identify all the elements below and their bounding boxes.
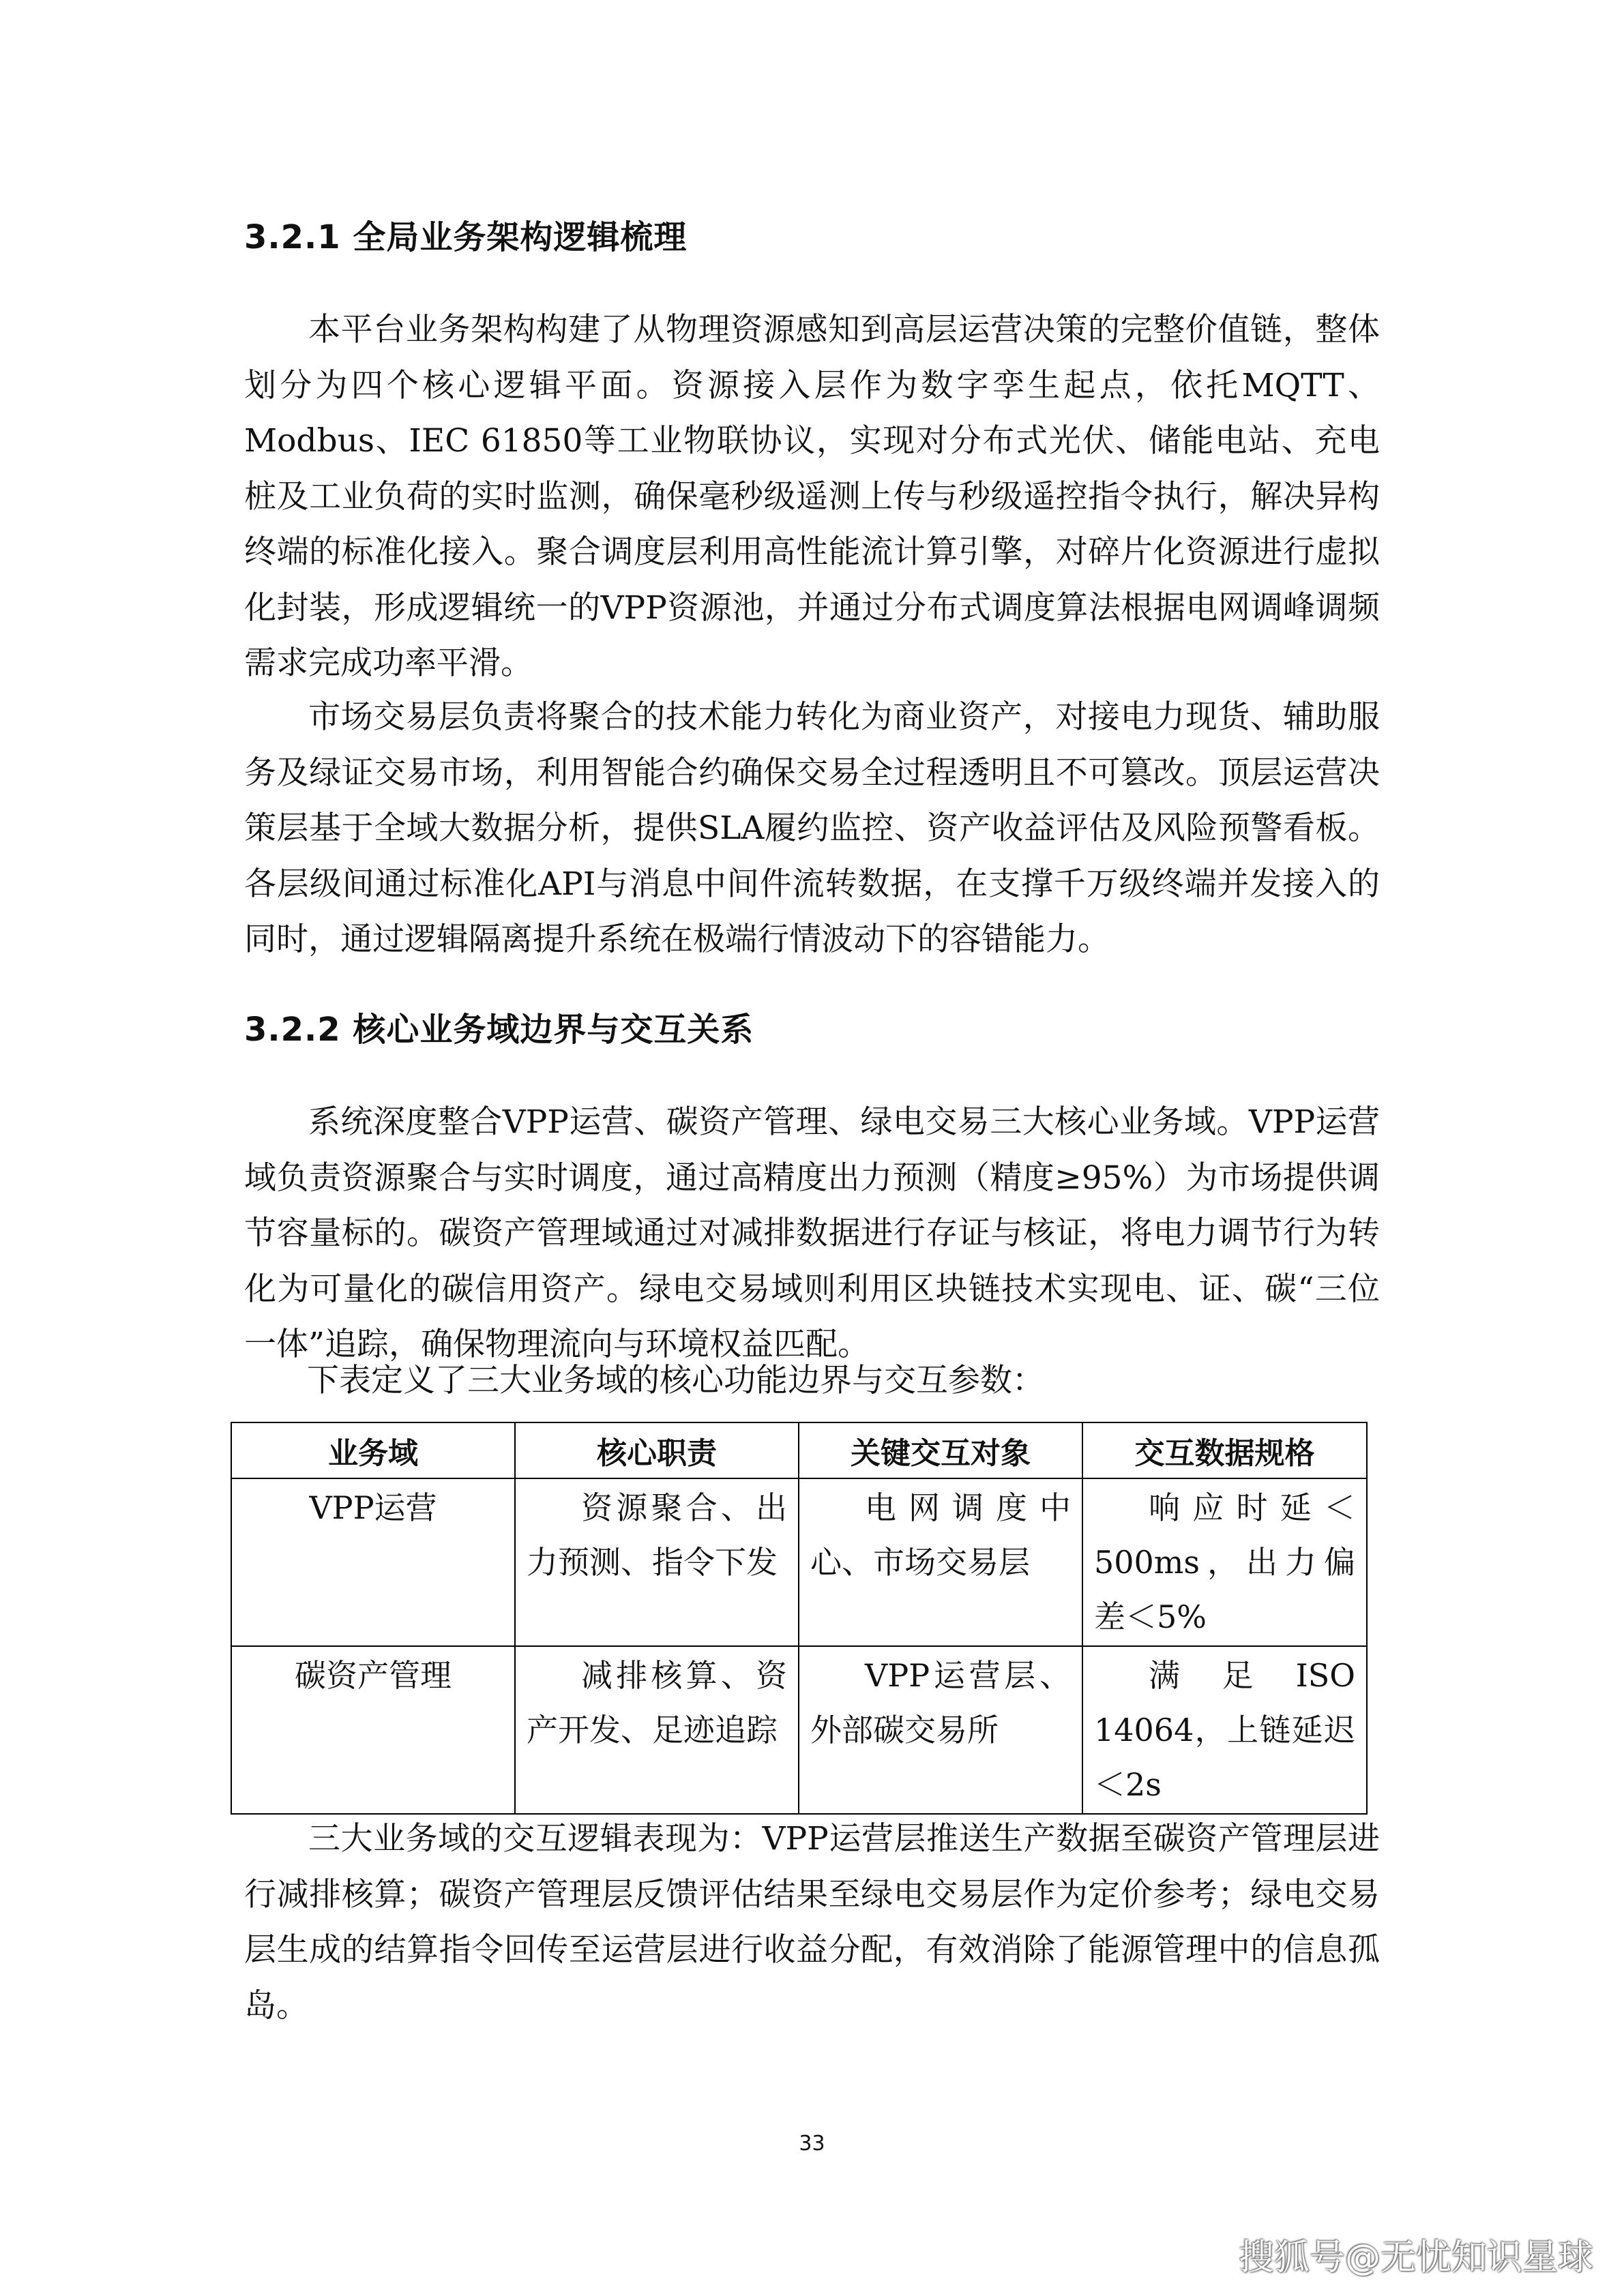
watermark: 搜狐号@无忧知识星球 <box>1238 2237 1593 2278</box>
table-row <box>231 1478 1367 1646</box>
table-cell: 响应时延＜500ms，出力偏差＜5% <box>1082 1478 1367 1646</box>
business-domain-table <box>231 1422 1368 1815</box>
header-cell: 交互数据规格 <box>1082 1422 1367 1478</box>
table-caption: 下表定义了三大业务域的核心功能边界与交互参数： <box>307 1362 1044 1399</box>
section-heading-3-2-2: 3.2.2 核心业务域边界与交互关系 <box>244 1011 754 1049</box>
paragraph: 本平台业务架构构建了从物理资源感知到高层运营决策的完整价值链，整体划分为四个核心逻辑平面。资源接入层作为数字孪生起点，依托MQTT、Modbus、IEC 61850等工业物联协议，实现对分布式光伏、储能电站、充电桩及工业负荷的实时监测，确保毫秒级遥测上传与秒级遥控指令执行，解决异构终端的标准化接入。聚合调度层利用高性能流计算引擎，对碎片化资源进行虚拟化封装，形成逻辑统一的VPP资源池，并通过分布式调度算法根据电网调峰调频需求完成功率平滑。 <box>244 311 1380 682</box>
table-cell: VPP运营层、外部碳交易所 <box>799 1646 1082 1814</box>
header-cell: 核心职责 <box>515 1422 799 1478</box>
section-heading-3-2-1: 3.2.1 全局业务架构逻辑梳理 <box>244 218 688 256</box>
table-cell: 满足ISO 14064，上链延迟＜2s <box>1082 1646 1367 1814</box>
table-cell: 电网调度中心、市场交易层 <box>799 1478 1082 1646</box>
paragraph: 系统深度整合VPP运营、碳资产管理、绿电交易三大核心业务域。VPP运营域负责资源聚合与实时调度，通过高精度出力预测（精度≥95%）为市场提供调节容量标的。碳资产管理域通过对减排数据进行存证与核证，将电力调节行为转化为可量化的碳信用资产。绿电交易域则利用区块链技术实现电、证、碳“三位一体”追踪，确保物理流向与环境权益匹配。 <box>244 1103 1380 1363</box>
table-cell: 减排核算、资产开发、足迹追踪 <box>515 1646 799 1814</box>
table-cell: 资源聚合、出力预测、指令下发 <box>515 1478 799 1646</box>
header-cell: 业务域 <box>231 1422 515 1478</box>
table-cell: 碳资产管理 <box>231 1646 515 1814</box>
table-cell: VPP运营 <box>231 1478 515 1646</box>
paragraph: 三大业务域的交互逻辑表现为：VPP运营层推送生产数据至碳资产管理层进行减排核算；碳资产管理层反馈评估结果至绿电交易层作为定价参考；绿电交易层生成的结算指令回传至运营层进行收益分配，有效消除了能源管理中的信息孤岛。 <box>244 1820 1380 2025</box>
table-row <box>231 1646 1367 1814</box>
paragraph: 市场交易层负责将聚合的技术能力转化为商业资产，对接电力现货、辅助服务及绿证交易市场，利用智能合约确保交易全过程透明且不可篡改。顶层运营决策层基于全域大数据分析，提供SLA履约监控、资产收益评估及风险预警看板。各层级间通过标准化API与消息中间件流转数据，在支撑千万级终端并发接入的同时，通过逻辑隔离提升系统在极端行情波动下的容错能力。 <box>244 698 1380 958</box>
table-header-row <box>231 1422 1367 1478</box>
page-number: 33 <box>799 2132 825 2156</box>
header-cell: 关键交互对象 <box>799 1422 1082 1478</box>
